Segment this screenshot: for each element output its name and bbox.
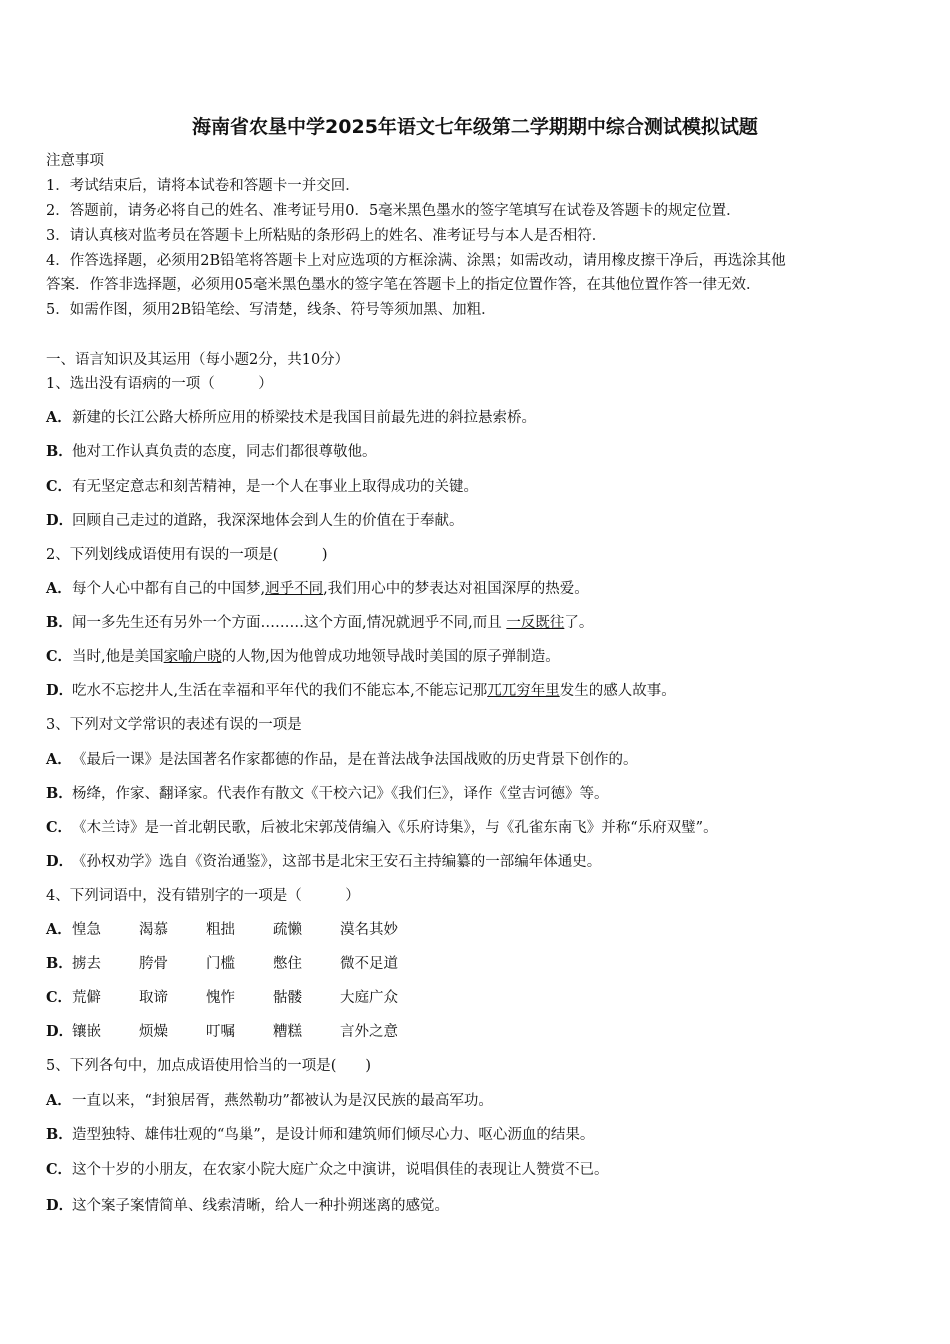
underlined-idiom: 一反既往 bbox=[506, 615, 565, 631]
option-text: 新建的长江公路大桥所应用的桥梁技术是我国目前最先进的斜拉悬索桥。 bbox=[72, 410, 536, 426]
option-a bbox=[46, 408, 536, 428]
word: 荒僻 bbox=[72, 990, 101, 1006]
word: 糟糕 bbox=[273, 1024, 302, 1040]
option-letter: D． bbox=[46, 853, 74, 870]
word: 取谛 bbox=[139, 990, 168, 1006]
underlined-idiom: 家喻户晓 bbox=[163, 649, 222, 665]
word: 门槛 bbox=[206, 956, 235, 972]
option-text: 《孙权劝学》选自《资治通鉴》，这部书是北宋王安石主持编纂的一部编年体通史。 bbox=[72, 854, 602, 870]
option-letter: B． bbox=[46, 955, 73, 972]
option-text: 这个案子案情简单、线索清晰，给人一种扑朔迷离的感觉。 bbox=[72, 1198, 449, 1214]
notice-item: 答案．作答非选择题，必须用05毫米黑色墨水的签字笔在答题卡上的指定位置作答，在其他位置作答一律无效． bbox=[46, 277, 761, 293]
option-c bbox=[46, 647, 560, 667]
underlined-idiom: 兀兀穷年里 bbox=[487, 683, 560, 699]
option-letter: C． bbox=[46, 478, 73, 495]
notice-item: 3．请认真核对监考员在答题卡上所粘贴的条形码上的姓名、准考证号与本人是否相符． bbox=[46, 228, 607, 244]
option-text: ,我们用心中的梦表达对祖国深厚的热爱。 bbox=[323, 581, 589, 597]
underlined-idiom: 迥乎不同 bbox=[265, 581, 324, 597]
option-letter: A． bbox=[46, 409, 72, 426]
page-title: 海南省农垦中学2025年语文七年级第二学期期中综合测试模拟试题 bbox=[192, 116, 758, 138]
option-c bbox=[46, 477, 478, 497]
option-a bbox=[46, 579, 589, 599]
word: 镶嵌 bbox=[72, 1024, 101, 1040]
option-text: 当时,他是美国 bbox=[72, 649, 164, 665]
option-letter: C． bbox=[46, 1161, 73, 1178]
word: 骷髅 bbox=[273, 990, 302, 1006]
option-letter: C． bbox=[46, 819, 73, 836]
option-text: 回顾自己走过的道路，我深深地体会到人生的价值在于奉献。 bbox=[72, 513, 464, 529]
notice-heading: 注意事项 bbox=[46, 153, 104, 169]
option-b bbox=[46, 1125, 594, 1145]
notice-item: 2．答题前，请务必将自己的姓名、准考证号用0．5毫米黑色墨水的签字笔填写在试卷及答题卡的规定位置． bbox=[46, 203, 741, 219]
word: 愧怍 bbox=[206, 990, 235, 1006]
option-text: 杨绛，作家、翻译家。代表作有散文《干校六记》《我们仨》，译作《堂吉诃德》等。 bbox=[72, 786, 609, 802]
option-a bbox=[46, 1091, 493, 1111]
question-stem: 2、下列划线成语使用有误的一项是( ) bbox=[46, 547, 328, 563]
option-text: 《木兰诗》是一首北朝民歌，后被北宋郭茂倩编入《乐府诗集》，与《孔雀东南飞》并称“乐府双璧”。 bbox=[72, 820, 718, 836]
word: 疏懒 bbox=[273, 922, 302, 938]
option-d bbox=[46, 1022, 398, 1042]
option-letter: C． bbox=[46, 989, 73, 1006]
option-letter: B． bbox=[46, 614, 73, 631]
option-letter: A． bbox=[46, 751, 72, 768]
word: 烦燥 bbox=[139, 1024, 168, 1040]
option-d bbox=[46, 511, 464, 531]
option-b bbox=[46, 613, 593, 633]
option-text: 每个人心中都有自己的中国梦, bbox=[72, 581, 266, 597]
word: 漠名其妙 bbox=[340, 922, 398, 938]
option-a bbox=[46, 750, 638, 770]
word: 粗拙 bbox=[206, 922, 235, 938]
word: 微不足道 bbox=[340, 956, 398, 972]
option-text: 有无坚定意志和刻苦精神，是一个人在事业上取得成功的关键。 bbox=[72, 479, 478, 495]
question-stem: 4、下列词语中，没有错别字的一项是（ ） bbox=[46, 888, 360, 904]
option-letter: A． bbox=[46, 1092, 72, 1109]
option-b bbox=[46, 784, 609, 804]
word: 胯骨 bbox=[139, 956, 168, 972]
option-b bbox=[46, 954, 398, 974]
word: 掳去 bbox=[72, 956, 101, 972]
option-letter: D． bbox=[46, 512, 74, 529]
word: 叮嘱 bbox=[206, 1024, 235, 1040]
option-text: 这个十岁的小朋友，在农家小院大庭广众之中演讲，说唱俱佳的表现让人赞赏不已。 bbox=[72, 1162, 609, 1178]
option-c bbox=[46, 988, 398, 1008]
option-letter: B． bbox=[46, 443, 73, 460]
question-stem: 5、下列各句中，加点成语使用恰当的一项是( ) bbox=[46, 1058, 372, 1074]
option-text: 了。 bbox=[564, 615, 594, 631]
notice-item: 5．如需作图，须用2B铅笔绘、写清楚，线条、符号等须加黑、加粗． bbox=[46, 302, 496, 318]
word: 言外之意 bbox=[340, 1024, 398, 1040]
option-text: 一直以来，“封狼居胥，燕然勒功”都被认为是汉民族的最高军功。 bbox=[72, 1093, 493, 1109]
option-letter: A． bbox=[46, 921, 72, 938]
word: 憋住 bbox=[273, 956, 302, 972]
option-d bbox=[46, 1196, 449, 1216]
word: 惶急 bbox=[72, 922, 101, 938]
option-text: 造型独特、雄伟壮观的“鸟巢”，是设计师和建筑师们倾尽心力、呕心沥血的结果。 bbox=[72, 1127, 595, 1143]
notice-item: 1．考试结束后，请将本试卷和答题卡一并交回． bbox=[46, 178, 360, 194]
option-letter: C． bbox=[46, 648, 73, 665]
option-letter: D． bbox=[46, 1197, 74, 1214]
option-text: 发生的感人故事。 bbox=[559, 683, 676, 699]
question-stem: 1、选出没有语病的一项（ ） bbox=[46, 376, 273, 392]
option-c bbox=[46, 818, 718, 838]
word: 渴慕 bbox=[139, 922, 168, 938]
option-d bbox=[46, 852, 601, 872]
option-letter: A． bbox=[46, 580, 72, 597]
option-a bbox=[46, 920, 398, 940]
option-letter: B． bbox=[46, 785, 73, 802]
option-letter: B． bbox=[46, 1126, 73, 1143]
section-heading: 一、语言知识及其运用（每小题2分，共10分） bbox=[46, 352, 350, 368]
option-text: 《最后一课》是法国著名作家都德的作品，是在普法战争法国战败的历史背景下创作的。 bbox=[72, 752, 638, 768]
option-text: 闻一多先生还有另外一个方面………这个方面,情况就迥乎不同,而且 bbox=[72, 615, 507, 631]
word: 大庭广众 bbox=[340, 990, 398, 1006]
option-letter: D． bbox=[46, 682, 74, 699]
option-text: 吃水不忘挖井人,生活在幸福和平年代的我们不能忘本,不能忘记那 bbox=[72, 683, 488, 699]
option-text: 的人物,因为他曾成功地领导战时美国的原子弹制造。 bbox=[221, 649, 560, 665]
option-text: 他对工作认真负责的态度，同志们都很尊敬他。 bbox=[72, 444, 377, 460]
option-letter: D． bbox=[46, 1023, 74, 1040]
option-b bbox=[46, 442, 377, 462]
option-d bbox=[46, 681, 676, 701]
notice-item: 4．作答选择题，必须用2B铅笔将答题卡上对应选项的方框涂满、涂黑；如需改动，请用橡皮擦干净后，再选涂其他 bbox=[46, 253, 786, 269]
question-stem: 3、下列对文学常识的表述有误的一项是 bbox=[46, 717, 302, 733]
option-c bbox=[46, 1160, 609, 1180]
